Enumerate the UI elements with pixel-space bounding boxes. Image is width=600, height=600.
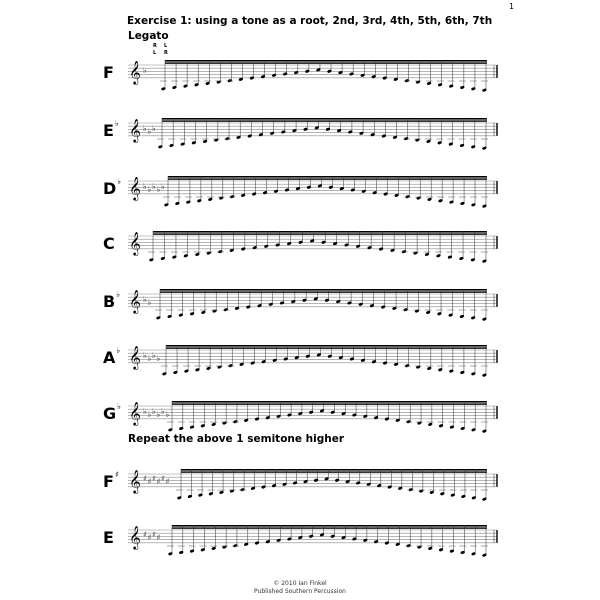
svg-text:𝄞: 𝄞 — [129, 118, 141, 142]
music-staff — [0, 342, 600, 402]
svg-text:♯: ♯ — [143, 474, 147, 483]
svg-text:♯: ♯ — [152, 474, 156, 483]
key-letter: E — [103, 121, 114, 140]
repeat-instruction: Repeat the above 1 semitone higher — [128, 433, 345, 445]
svg-text:♯: ♯ — [147, 477, 152, 486]
key-letter: G — [103, 404, 117, 423]
svg-text:♭: ♭ — [143, 407, 147, 416]
svg-text:𝄞: 𝄞 — [129, 469, 141, 493]
key-accidental: ♭ — [114, 119, 119, 128]
svg-text:♭: ♭ — [143, 295, 147, 304]
key-letter: A — [103, 348, 116, 367]
svg-text:♭: ♭ — [147, 185, 152, 194]
svg-text:♭: ♭ — [143, 351, 147, 360]
key-accidental: ♭ — [117, 177, 122, 186]
svg-text:𝄞: 𝄞 — [129, 345, 141, 369]
music-staff — [0, 228, 600, 288]
svg-text:♭: ♭ — [152, 407, 156, 416]
svg-text:♭: ♭ — [152, 351, 156, 360]
svg-text:♯: ♯ — [161, 474, 165, 483]
publisher-text: Published Southern Percussion — [254, 588, 346, 595]
footer — [0, 580, 600, 596]
svg-text:♭: ♭ — [161, 182, 165, 191]
sticking-bottom-2: R — [164, 50, 168, 56]
page-number: 1 — [509, 2, 515, 11]
music-staff — [0, 115, 600, 175]
svg-text:♭: ♭ — [143, 124, 147, 133]
key-letter: F — [103, 472, 114, 491]
key-accidental: ♭ — [116, 290, 120, 299]
svg-text:♭: ♭ — [161, 407, 165, 416]
exercise-title: Exercise 1: using a tone as a root, 2nd, 3rd, 4th, 5th, 6th, 7th — [127, 15, 493, 27]
svg-text:♭: ♭ — [143, 66, 147, 75]
svg-text:𝄞: 𝄞 — [129, 60, 141, 84]
svg-text:♭: ♭ — [165, 410, 170, 419]
key-accidental: ♭ — [116, 346, 121, 355]
svg-text:♯: ♯ — [156, 533, 161, 542]
music-staff — [0, 466, 600, 526]
svg-text:♯: ♯ — [156, 477, 161, 486]
svg-text:𝄞: 𝄞 — [129, 176, 141, 200]
svg-text:♭: ♭ — [147, 354, 152, 363]
key-letter: E — [103, 528, 114, 547]
music-staff — [0, 57, 600, 117]
svg-text:♯: ♯ — [147, 533, 152, 542]
svg-text:♭: ♭ — [147, 127, 152, 136]
svg-text:♯: ♯ — [165, 477, 170, 486]
key-letter: C — [103, 234, 115, 253]
key-accidental: ♯ — [114, 470, 119, 479]
music-staff — [0, 398, 600, 458]
svg-text:♭: ♭ — [147, 298, 152, 307]
svg-text:♭: ♭ — [152, 124, 156, 133]
key-accidental: ♭ — [117, 402, 121, 411]
svg-text:♭: ♭ — [147, 410, 152, 419]
music-staff — [0, 286, 600, 346]
svg-text:♯: ♯ — [152, 530, 156, 539]
sticking-bottom-1: L — [153, 50, 157, 56]
key-letter: F — [103, 63, 114, 82]
svg-text:♭: ♭ — [156, 185, 161, 194]
svg-text:♯: ♯ — [143, 530, 147, 539]
exercise-subtitle: Legato — [128, 30, 169, 42]
svg-text:𝄞: 𝄞 — [129, 401, 141, 425]
sticking-top-2: L — [164, 43, 168, 49]
svg-text:♭: ♭ — [156, 354, 161, 363]
key-letter: B — [103, 292, 116, 311]
svg-text:♭: ♭ — [156, 410, 161, 419]
music-staff — [0, 173, 600, 233]
svg-text:𝄞: 𝄞 — [129, 525, 141, 549]
sticking-top-1: R — [153, 43, 157, 49]
svg-text:♭: ♭ — [143, 182, 147, 191]
svg-text:♭: ♭ — [152, 182, 156, 191]
key-letter: D — [103, 179, 117, 198]
music-staff — [0, 522, 600, 582]
copyright-text: © 2010 Ian Finkel — [273, 580, 327, 587]
svg-text:𝄞: 𝄞 — [129, 289, 141, 313]
svg-text:𝄞: 𝄞 — [129, 231, 141, 255]
